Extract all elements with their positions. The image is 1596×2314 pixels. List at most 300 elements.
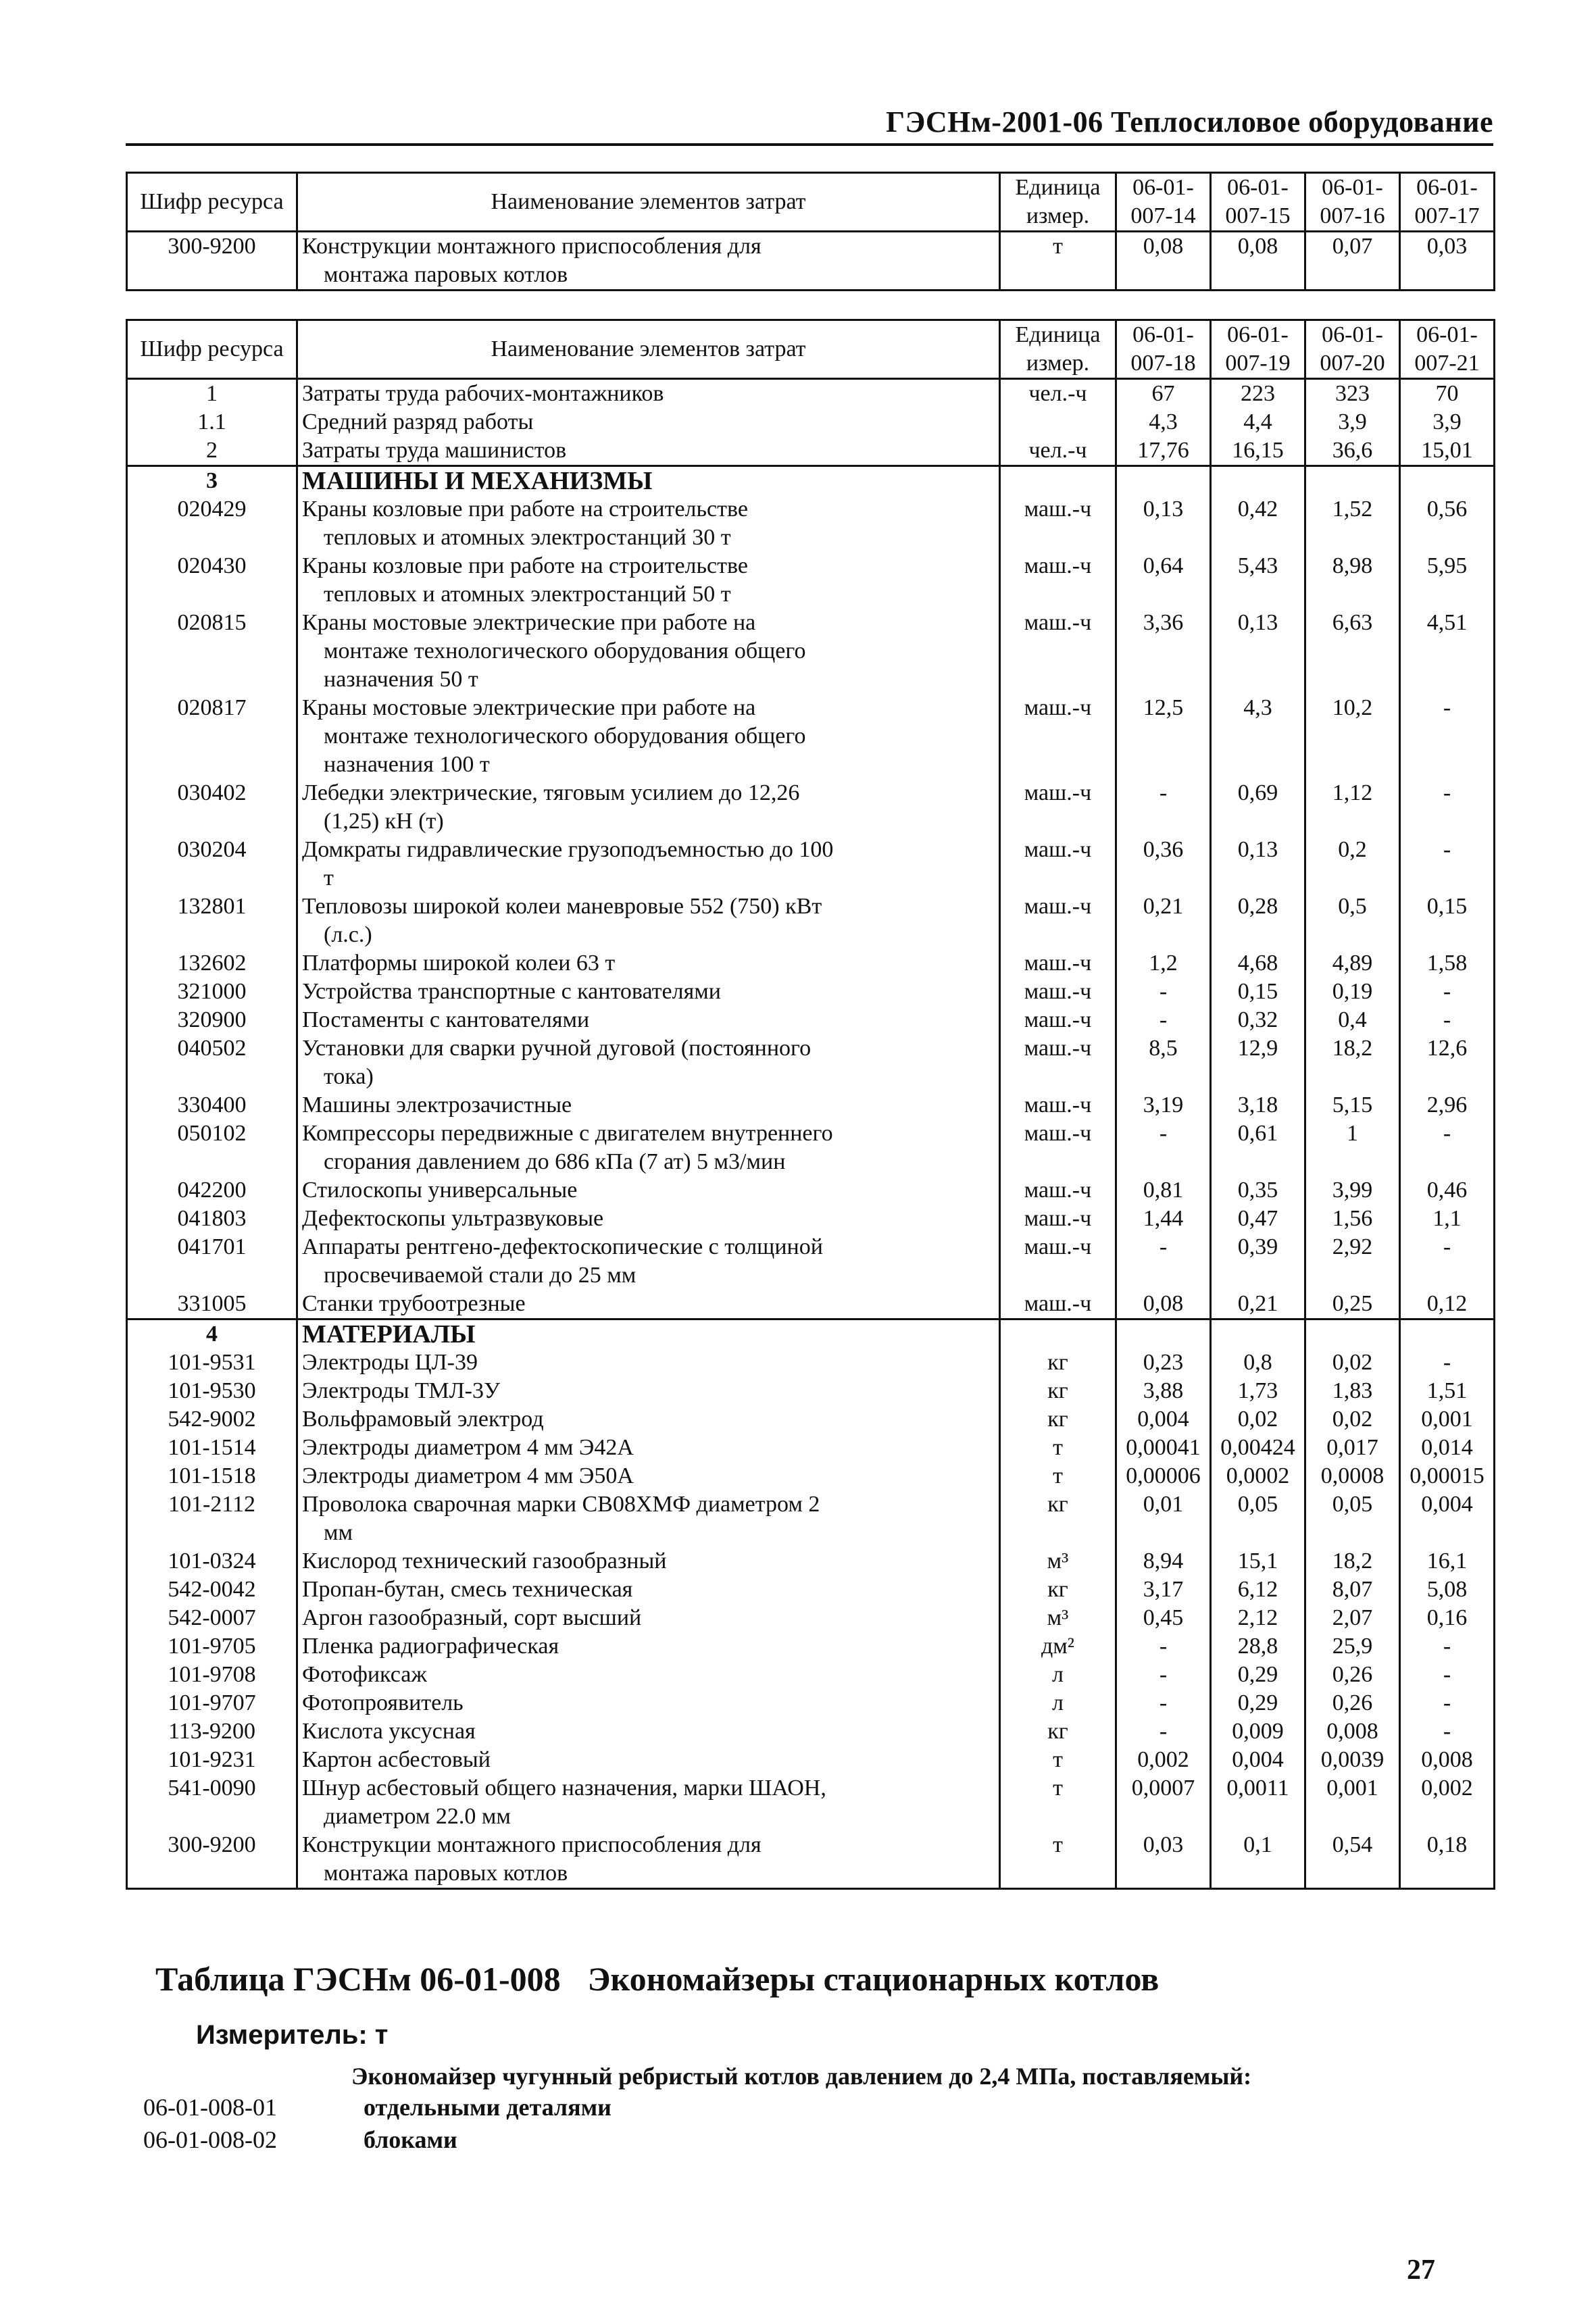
- unit-cell: [1000, 408, 1116, 436]
- value-cell: 0,45: [1116, 1604, 1211, 1632]
- measure-unit: Измеритель: т: [196, 2020, 389, 2050]
- value-cell: 0,002: [1400, 1774, 1495, 1831]
- value-cell: -: [1400, 1689, 1495, 1717]
- value-cell: 0,004: [1211, 1746, 1305, 1774]
- unit-cell: т: [1000, 1434, 1116, 1462]
- value-cell: 4,89: [1305, 949, 1400, 978]
- unit-cell: т: [1000, 1831, 1116, 1889]
- col-header-variant: 06-01-007-21: [1400, 320, 1495, 379]
- col-header-code: Шифр ресурса: [127, 173, 297, 232]
- name-continuation: диаметром 22.0 мм: [324, 1804, 511, 1829]
- name-continuation: тепловых и атомных электростанций 30 т: [324, 525, 731, 550]
- name-line: Краны козловые при работе на строительстве: [302, 553, 748, 578]
- value-cell: 5,95: [1400, 552, 1495, 609]
- col-header-variant: 06-01-007-20: [1305, 320, 1400, 379]
- value-cell: 0,004: [1400, 1490, 1495, 1547]
- name-line: Аргон газообразный, сорт высший: [302, 1605, 642, 1630]
- value-cell: 0,4: [1305, 1006, 1400, 1034]
- value-cell: 2,92: [1305, 1233, 1400, 1290]
- value-cell: -: [1116, 1632, 1211, 1661]
- value-cell: 0,1: [1211, 1831, 1305, 1889]
- value-cell: -: [1400, 1006, 1495, 1034]
- resource-code: 300-9200: [127, 1831, 297, 1889]
- unit-cell: дм²: [1000, 1632, 1116, 1661]
- value-cell: -: [1116, 1661, 1211, 1689]
- value-cell: 0,21: [1211, 1290, 1305, 1319]
- value-cell: 0,00424: [1211, 1434, 1305, 1462]
- value-cell: 0,05: [1211, 1490, 1305, 1547]
- variant-name: блоками: [364, 2126, 457, 2153]
- resource-name: [297, 892, 1000, 949]
- name-continuation: монтаже технологического оборудования общего: [324, 638, 806, 663]
- name-continuation: (1,25) кН (т): [324, 809, 444, 834]
- table-row: [127, 609, 1495, 694]
- unit-cell: маш.-ч: [1000, 609, 1116, 694]
- unit-cell: т: [1000, 1462, 1116, 1490]
- col-header-name: Наименование элементов затрат: [297, 173, 1000, 232]
- value-cell: 3,18: [1211, 1091, 1305, 1120]
- value-cell: 15,01: [1400, 436, 1495, 466]
- resource-code: 1: [127, 379, 297, 409]
- table-row: [127, 1176, 1495, 1205]
- value-cell: -: [1116, 1233, 1211, 1290]
- value-cell: 1,12: [1305, 779, 1400, 836]
- resource-code: 101-9707: [127, 1689, 297, 1717]
- value-cell: 0,19: [1305, 978, 1400, 1006]
- value-cell: [1116, 1319, 1211, 1349]
- resource-code: 2: [127, 436, 297, 466]
- resource-code: 040502: [127, 1034, 297, 1091]
- value-cell: 0,42: [1211, 495, 1305, 552]
- value-cell: 0,21: [1116, 892, 1211, 949]
- value-cell: 0,004: [1116, 1405, 1211, 1434]
- variant-line: [143, 2093, 612, 2121]
- value-cell: 0,008: [1400, 1746, 1495, 1774]
- table-row: [127, 1490, 1495, 1547]
- resource-code: 331005: [127, 1290, 297, 1319]
- value-cell: 0,0039: [1305, 1746, 1400, 1774]
- unit-cell: чел.-ч: [1000, 379, 1116, 409]
- resource-code: 3: [127, 466, 297, 496]
- table-row: [127, 1746, 1495, 1774]
- name-line: Конструкции монтажного приспособления для: [302, 1832, 762, 1857]
- value-cell: 5,43: [1211, 552, 1305, 609]
- value-cell: 0,001: [1305, 1774, 1400, 1831]
- name-continuation: просвечиваемой стали до 25 мм: [324, 1263, 637, 1288]
- value-cell: 2,07: [1305, 1604, 1400, 1632]
- resource-table-007-14-17: [126, 172, 1495, 291]
- value-cell: 1: [1305, 1120, 1400, 1176]
- name-line: Аппараты рентгено-дефектоскопические с толщиной: [302, 1234, 823, 1259]
- value-cell: [1211, 1319, 1305, 1349]
- unit-cell: маш.-ч: [1000, 892, 1116, 949]
- value-cell: -: [1116, 779, 1211, 836]
- resource-name: [297, 1176, 1000, 1205]
- value-cell: 0,0008: [1305, 1462, 1400, 1490]
- name-line: Электроды ЦЛ-39: [302, 1350, 478, 1375]
- table-row: [127, 1205, 1495, 1233]
- value-cell: 0,13: [1211, 609, 1305, 694]
- value-cell: -: [1116, 1717, 1211, 1746]
- unit-cell: маш.-ч: [1000, 1120, 1116, 1176]
- value-cell: -: [1400, 1233, 1495, 1290]
- resource-name: [297, 1233, 1000, 1290]
- resource-name: [297, 978, 1000, 1006]
- table-row: [127, 1717, 1495, 1746]
- name-line: Пленка радиографическая: [302, 1634, 559, 1659]
- table-row: [127, 892, 1495, 949]
- resource-code: 1.1: [127, 408, 297, 436]
- unit-cell: маш.-ч: [1000, 495, 1116, 552]
- name-continuation: монтаже технологического оборудования общего: [324, 724, 806, 749]
- value-cell: 0,02: [1305, 1405, 1400, 1434]
- unit-cell: т: [1000, 1746, 1116, 1774]
- resource-name: [297, 1632, 1000, 1661]
- resource-name: [297, 1349, 1000, 1377]
- value-cell: 0,18: [1400, 1831, 1495, 1889]
- page-header: [126, 100, 1493, 146]
- value-cell: 1,83: [1305, 1377, 1400, 1405]
- resource-code: 300-9200: [127, 232, 297, 291]
- resource-name: [297, 379, 1000, 409]
- section-title: [155, 1959, 1159, 1998]
- resource-code: 101-9531: [127, 1349, 297, 1377]
- resource-code: 132602: [127, 949, 297, 978]
- name-line: Электроды диаметром 4 мм Э50А: [302, 1463, 634, 1488]
- resource-code: 030204: [127, 836, 297, 892]
- value-cell: 0,15: [1400, 892, 1495, 949]
- value-cell: -: [1400, 1632, 1495, 1661]
- name-line: Средний разряд работы: [302, 409, 534, 434]
- name-line: Конструкции монтажного приспособления для: [302, 234, 762, 259]
- table-row: [127, 694, 1495, 779]
- value-cell: 0,00015: [1400, 1462, 1495, 1490]
- value-cell: [1400, 1319, 1495, 1349]
- value-cell: 12,5: [1116, 694, 1211, 779]
- name-line: Пропан-бутан, смесь техническая: [302, 1577, 633, 1602]
- value-cell: 4,4: [1211, 408, 1305, 436]
- value-cell: 0,26: [1305, 1661, 1400, 1689]
- resource-name: [297, 1547, 1000, 1576]
- name-line: Машины электрозачистные: [302, 1092, 572, 1117]
- value-cell: 10,2: [1305, 694, 1400, 779]
- value-cell: 0,39: [1211, 1233, 1305, 1290]
- resource-name: [297, 1006, 1000, 1034]
- value-cell: 3,88: [1116, 1377, 1211, 1405]
- value-cell: -: [1400, 1120, 1495, 1176]
- value-cell: 4,68: [1211, 949, 1305, 978]
- table-row: [127, 779, 1495, 836]
- unit-cell: л: [1000, 1689, 1116, 1717]
- value-cell: 0,03: [1400, 232, 1495, 291]
- resource-code: 101-9708: [127, 1661, 297, 1689]
- value-cell: 0,008: [1305, 1717, 1400, 1746]
- value-cell: 0,36: [1116, 836, 1211, 892]
- variant-code: 06-01-008-02: [143, 2126, 277, 2153]
- value-cell: 0,0007: [1116, 1774, 1211, 1831]
- resource-name: [297, 1434, 1000, 1462]
- unit-cell: кг: [1000, 1490, 1116, 1547]
- name-line: Шнур асбестовый общего назначения, марки ШАОН,: [302, 1776, 826, 1801]
- value-cell: 0,014: [1400, 1434, 1495, 1462]
- col-header-variant: 06-01-007-16: [1305, 173, 1400, 232]
- resource-name: [297, 1490, 1000, 1547]
- value-cell: 0,01: [1116, 1490, 1211, 1547]
- name-continuation: монтажа паровых котлов: [324, 1861, 568, 1886]
- resource-code: 041701: [127, 1233, 297, 1290]
- table-header-row: [127, 320, 1495, 379]
- value-cell: 0,0011: [1211, 1774, 1305, 1831]
- section-description: Экономайзер чугунный ребристый котлов давлением до 2,4 МПа, поставляемый:: [351, 2063, 1252, 2090]
- resource-code: 101-1518: [127, 1462, 297, 1490]
- resource-code: 020817: [127, 694, 297, 779]
- value-cell: 3,19: [1116, 1091, 1211, 1120]
- resource-name: [297, 1205, 1000, 1233]
- resource-name: [297, 1120, 1000, 1176]
- name-line: Краны мостовые электрические при работе на: [302, 695, 756, 720]
- name-line: Устройства транспортные с кантователями: [302, 979, 721, 1004]
- table-row: [127, 836, 1495, 892]
- resource-name: [297, 1462, 1000, 1490]
- resource-code: 030402: [127, 779, 297, 836]
- unit-cell: маш.-ч: [1000, 779, 1116, 836]
- resource-code: 101-0324: [127, 1547, 297, 1576]
- resource-code: 330400: [127, 1091, 297, 1120]
- value-cell: 67: [1116, 379, 1211, 409]
- value-cell: 1,58: [1400, 949, 1495, 978]
- value-cell: 0,35: [1211, 1176, 1305, 1205]
- resource-code: 321000: [127, 978, 297, 1006]
- name-line: Краны козловые при работе на строительстве: [302, 497, 748, 522]
- resource-name: [297, 1319, 1000, 1349]
- value-cell: 12,9: [1211, 1034, 1305, 1091]
- value-cell: [1211, 466, 1305, 496]
- unit-cell: маш.-ч: [1000, 694, 1116, 779]
- unit-cell: [1000, 1319, 1116, 1349]
- value-cell: 0,00041: [1116, 1434, 1211, 1462]
- value-cell: 0,8: [1211, 1349, 1305, 1377]
- value-cell: 3,36: [1116, 609, 1211, 694]
- name-line: МАТЕРИАЛЫ: [302, 1320, 476, 1349]
- resource-code: 101-1514: [127, 1434, 297, 1462]
- value-cell: 0,13: [1211, 836, 1305, 892]
- value-cell: -: [1116, 978, 1211, 1006]
- value-cell: -: [1116, 1120, 1211, 1176]
- table-row: [127, 552, 1495, 609]
- name-continuation: тока): [324, 1064, 374, 1089]
- value-cell: 0,61: [1211, 1120, 1305, 1176]
- value-cell: -: [1400, 1717, 1495, 1746]
- resource-name: [297, 609, 1000, 694]
- value-cell: 223: [1211, 379, 1305, 409]
- section-row: [127, 466, 1495, 496]
- value-cell: 36,6: [1305, 436, 1400, 466]
- resource-code: 113-9200: [127, 1717, 297, 1746]
- resource-name: [297, 1717, 1000, 1746]
- resource-code: 541-0090: [127, 1774, 297, 1831]
- table-header-row: [127, 173, 1495, 232]
- resource-name: [297, 1377, 1000, 1405]
- name-line: Постаменты с кантователями: [302, 1007, 590, 1032]
- name-line: Затраты труда машинистов: [302, 438, 567, 463]
- value-cell: 4,51: [1400, 609, 1495, 694]
- resource-name: [297, 1689, 1000, 1717]
- value-cell: 8,5: [1116, 1034, 1211, 1091]
- resource-code: 4: [127, 1319, 297, 1349]
- name-line: Затраты труда рабочих-монтажников: [302, 381, 664, 406]
- table-row: [127, 1689, 1495, 1717]
- value-cell: [1400, 466, 1495, 496]
- name-continuation: сгорания давлением до 686 кПа (7 ат) 5 м3/мин: [324, 1149, 786, 1174]
- value-cell: 0,46: [1400, 1176, 1495, 1205]
- unit-cell: маш.-ч: [1000, 1034, 1116, 1091]
- value-cell: 0,009: [1211, 1717, 1305, 1746]
- value-cell: 0,001: [1400, 1405, 1495, 1434]
- name-continuation: назначения 100 т: [324, 752, 490, 777]
- col-header-code: Шифр ресурса: [127, 320, 297, 379]
- value-cell: 0,25: [1305, 1290, 1400, 1319]
- table-row: [127, 1377, 1495, 1405]
- unit-cell: чел.-ч: [1000, 436, 1116, 466]
- value-cell: 3,17: [1116, 1576, 1211, 1604]
- value-cell: 0,47: [1211, 1205, 1305, 1233]
- value-cell: 0,16: [1400, 1604, 1495, 1632]
- resource-code: 320900: [127, 1006, 297, 1034]
- value-cell: 12,6: [1400, 1034, 1495, 1091]
- table-row: [127, 978, 1495, 1006]
- value-cell: 0,29: [1211, 1689, 1305, 1717]
- value-cell: 0,017: [1305, 1434, 1400, 1462]
- value-cell: 0,29: [1211, 1661, 1305, 1689]
- value-cell: 323: [1305, 379, 1400, 409]
- name-line: Вольфрамовый электрод: [302, 1407, 544, 1432]
- resource-name: [297, 466, 1000, 496]
- name-line: Электроды диаметром 4 мм Э42А: [302, 1435, 634, 1460]
- name-line: Тепловозы широкой колеи маневровые 552 (750) кВт: [302, 894, 822, 919]
- resource-code: 041803: [127, 1205, 297, 1233]
- resource-name: [297, 1290, 1000, 1319]
- resource-code: 542-9002: [127, 1405, 297, 1434]
- resource-name: [297, 436, 1000, 466]
- unit-cell: маш.-ч: [1000, 552, 1116, 609]
- resource-code: 020815: [127, 609, 297, 694]
- resource-code: 542-0007: [127, 1604, 297, 1632]
- name-line: Электроды ТМЛ-3У: [302, 1378, 501, 1403]
- value-cell: 3,99: [1305, 1176, 1400, 1205]
- table-row: [127, 232, 1495, 291]
- table-row: [127, 1547, 1495, 1576]
- name-line: МАШИНЫ И МЕХАНИЗМЫ: [302, 467, 653, 495]
- name-line: Домкраты гидравлические грузоподъемностью до 100: [302, 837, 834, 862]
- value-cell: 2,96: [1400, 1091, 1495, 1120]
- unit-cell: [1000, 466, 1116, 496]
- value-cell: -: [1400, 779, 1495, 836]
- col-header-variant: 06-01-007-15: [1211, 173, 1305, 232]
- value-cell: 0,02: [1305, 1349, 1400, 1377]
- value-cell: 0,12: [1400, 1290, 1495, 1319]
- resource-code: 101-9530: [127, 1377, 297, 1405]
- value-cell: -: [1400, 1349, 1495, 1377]
- value-cell: 8,07: [1305, 1576, 1400, 1604]
- variant-code: 06-01-008-01: [143, 2094, 277, 2121]
- resource-name: [297, 1405, 1000, 1434]
- value-cell: 0,5: [1305, 892, 1400, 949]
- value-cell: -: [1400, 1661, 1495, 1689]
- resource-name: [297, 1661, 1000, 1689]
- resource-name: [297, 1746, 1000, 1774]
- name-line: Проволока сварочная марки СВ08ХМФ диаметром 2: [302, 1492, 820, 1517]
- value-cell: 6,63: [1305, 609, 1400, 694]
- unit-cell: маш.-ч: [1000, 1006, 1116, 1034]
- resource-code: 542-0042: [127, 1576, 297, 1604]
- resource-name: [297, 552, 1000, 609]
- value-cell: [1116, 466, 1211, 496]
- resource-name: [297, 694, 1000, 779]
- value-cell: 0,08: [1211, 232, 1305, 291]
- value-cell: 0,07: [1305, 232, 1400, 291]
- col-header-variant: 06-01-007-17: [1400, 173, 1495, 232]
- unit-cell: кг: [1000, 1576, 1116, 1604]
- resource-code: 132801: [127, 892, 297, 949]
- value-cell: 0,64: [1116, 552, 1211, 609]
- resource-name: [297, 1091, 1000, 1120]
- value-cell: 17,76: [1116, 436, 1211, 466]
- name-continuation: т: [324, 865, 334, 890]
- name-line: Стилоскопы универсальные: [302, 1178, 578, 1203]
- value-cell: 4,3: [1211, 694, 1305, 779]
- name-line: Краны мостовые электрические при работе на: [302, 610, 756, 635]
- value-cell: -: [1116, 1689, 1211, 1717]
- unit-cell: л: [1000, 1661, 1116, 1689]
- resource-name: [297, 1034, 1000, 1091]
- table-row: [127, 1006, 1495, 1034]
- table-row: [127, 379, 1495, 409]
- table-title: Экономайзеры стационарных котлов: [587, 1960, 1159, 1998]
- resource-name: [297, 779, 1000, 836]
- value-cell: 18,2: [1305, 1034, 1400, 1091]
- variant-name: отдельными деталями: [364, 2094, 612, 2121]
- value-cell: 2,12: [1211, 1604, 1305, 1632]
- value-cell: 0,0002: [1211, 1462, 1305, 1490]
- value-cell: 0,28: [1211, 892, 1305, 949]
- value-cell: -: [1400, 836, 1495, 892]
- value-cell: 0,00006: [1116, 1462, 1211, 1490]
- value-cell: 0,08: [1116, 1290, 1211, 1319]
- value-cell: 0,2: [1305, 836, 1400, 892]
- value-cell: 18,2: [1305, 1547, 1400, 1576]
- table-row: [127, 1831, 1495, 1889]
- table-row: [127, 495, 1495, 552]
- resource-code: 101-9705: [127, 1632, 297, 1661]
- name-line: Кислота уксусная: [302, 1719, 476, 1744]
- unit-cell: м³: [1000, 1604, 1116, 1632]
- col-header-variant: 06-01-007-18: [1116, 320, 1211, 379]
- name-continuation: (л.с.): [324, 922, 372, 947]
- unit-cell: маш.-ч: [1000, 1205, 1116, 1233]
- table-row: [127, 1774, 1495, 1831]
- value-cell: -: [1400, 978, 1495, 1006]
- section-row: [127, 1319, 1495, 1349]
- name-line: Картон асбестовый: [302, 1747, 491, 1772]
- unit-cell: кг: [1000, 1377, 1116, 1405]
- value-cell: 3,9: [1400, 408, 1495, 436]
- resource-name: [297, 1576, 1000, 1604]
- value-cell: 25,9: [1305, 1632, 1400, 1661]
- col-header-unit: Единица измер.: [1000, 320, 1116, 379]
- value-cell: 0,02: [1211, 1405, 1305, 1434]
- table-row: [127, 408, 1495, 436]
- resource-name: [297, 949, 1000, 978]
